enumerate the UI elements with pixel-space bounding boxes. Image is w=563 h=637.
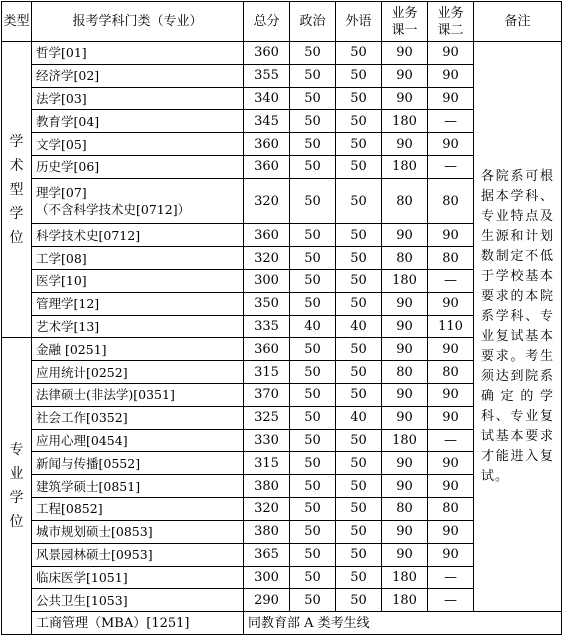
course-1-score: 90 [382,406,428,429]
foreign-language-score: 50 [336,156,382,179]
course-2-score: 90 [428,64,474,87]
course-1-score: 90 [382,543,428,566]
subject-cell: 法律硕士(非法学)[0351] [32,384,244,407]
total-score: 300 [244,269,290,292]
politics-score: 50 [290,338,336,361]
course-2-score: 80 [428,361,474,384]
foreign-language-score: 50 [336,64,382,87]
subject-cell [32,64,244,87]
total-score: 315 [244,361,290,384]
politics-score: 50 [290,520,336,543]
header-row [2,2,562,42]
foreign-language-score: 50 [336,520,382,543]
foreign-language-score: 50 [336,42,382,65]
subject-cell: 公共卫生[1053] [32,589,244,612]
course-2-score: — [428,566,474,589]
politics-score: 50 [290,64,336,87]
politics-score: 50 [290,133,336,156]
subject-cell [32,292,244,315]
foreign-language-score: 50 [336,589,382,612]
course-2-score: — [428,589,474,612]
total-score: 370 [244,384,290,407]
course-2-score: 90 [428,42,474,65]
politics-score: 50 [290,498,336,521]
foreign-language-score: 50 [336,247,382,270]
course-1-score: 90 [382,475,428,498]
subject-name: 历史学[06] [36,159,100,175]
subject-cell [32,247,244,270]
subject-name: 工学[08] [36,250,87,266]
politics-score: 50 [290,178,336,223]
politics-score: 50 [290,361,336,384]
foreign-language-score: 50 [336,384,382,407]
total-score: 350 [244,292,290,315]
politics-score: 50 [290,42,336,65]
course-1-score: 90 [382,42,428,65]
course-2-score: — [428,269,474,292]
group-academic-label: 学术型学位 [9,133,24,246]
total-score: 360 [244,338,290,361]
course-1-score: 80 [382,361,428,384]
course-1-score: 180 [382,429,428,452]
subject-name: 法学[03] [36,91,87,107]
subject-cell: 城市规划硕士[0853] [32,520,244,543]
total-score: 345 [244,110,290,133]
total-score: 365 [244,543,290,566]
group-professional-label: 专业学位 [9,442,24,531]
course-1-score: 80 [382,247,428,270]
foreign-language-score: 50 [336,452,382,475]
course-2-score: 90 [428,87,474,110]
subject-cell: 风景园林硕士[0953] [32,543,244,566]
course-2-score: 90 [428,406,474,429]
subject-name: 哲学[01] [36,45,87,61]
subject-cell [32,224,244,247]
subject-cell [32,87,244,110]
course-2-score: 90 [428,133,474,156]
foreign-language-score: 50 [336,133,382,156]
note-cell [474,42,562,612]
score-table [1,1,562,635]
course-2-score: 90 [428,475,474,498]
politics-score: 50 [290,406,336,429]
politics-score: 50 [290,543,336,566]
course-1-score: 180 [382,110,428,133]
subject-name: 艺术学[13] [36,318,100,334]
course-1-score: 90 [382,452,428,475]
course-2-score: 90 [428,520,474,543]
course-2-score: 90 [428,338,474,361]
subject-cell: 建筑学硕士[0851] [32,475,244,498]
header-politics: 政治 [290,2,336,42]
header-note: 备注 [474,2,562,42]
course-1-score: 80 [382,498,428,521]
foreign-language-score: 50 [336,498,382,521]
total-score: 315 [244,452,290,475]
header-foreign-language: 外语 [336,2,382,42]
subject-name: 理学[07] [36,185,87,201]
total-score: 340 [244,87,290,110]
course-1-score: 180 [382,566,428,589]
politics-score: 50 [290,87,336,110]
foreign-language-score: 50 [336,178,382,223]
subject-cell [32,269,244,292]
academic-row [2,42,562,65]
course-2-score: — [428,429,474,452]
course-1-score: 80 [382,178,428,223]
total-score: 330 [244,429,290,452]
course-1-score: 90 [382,87,428,110]
course-1-score: 90 [382,315,428,338]
mba-row [2,612,562,635]
politics-score: 50 [290,247,336,270]
course-2-score: 80 [428,498,474,521]
foreign-language-score: 50 [336,566,382,589]
course-2-score: 80 [428,247,474,270]
course-2-score: 110 [428,315,474,338]
course-1-score: 90 [382,64,428,87]
politics-score: 50 [290,589,336,612]
header-course-2: 业务课二 [428,2,474,42]
subject-cell: 社会工作[0352] [32,406,244,429]
course-1-score: 180 [382,156,428,179]
total-score: 380 [244,475,290,498]
politics-score: 50 [290,429,336,452]
total-score: 320 [244,498,290,521]
foreign-language-score: 50 [336,269,382,292]
foreign-language-score: 50 [336,292,382,315]
course-2-score: — [428,110,474,133]
note-text: 各院系可根据本学科、专业特点及生源和计划数制定不低于学校基本要求的本院系学科、专业复试基本要求。考生须达到院系确定的学科、专业复试基本要求才能进入复试。 [481,168,554,484]
politics-score: 50 [290,384,336,407]
course-2-score: — [428,156,474,179]
course-1-score: 90 [382,224,428,247]
politics-score: 50 [290,452,336,475]
course-1-score: 90 [382,133,428,156]
mba-note-cell: 同教育部 A 类考生线 [244,612,562,635]
course-1-score: 90 [382,292,428,315]
total-score: 360 [244,156,290,179]
politics-score: 50 [290,269,336,292]
politics-score: 50 [290,110,336,133]
total-score: 360 [244,224,290,247]
total-score: 320 [244,178,290,223]
course-2-score: 90 [428,224,474,247]
foreign-language-score: 50 [336,87,382,110]
course-1-score: 90 [382,520,428,543]
subject-name: 科学技术史[0712] [36,227,141,243]
politics-score: 50 [290,156,336,179]
header-total: 总分 [244,2,290,42]
subject-name: 管理学[12] [36,296,100,312]
subject-cell [32,42,244,65]
group-professional [2,338,32,635]
foreign-language-score: 50 [336,361,382,384]
foreign-language-score: 50 [336,110,382,133]
foreign-language-score: 50 [336,429,382,452]
course-1-score: 90 [382,384,428,407]
course-2-score: 90 [428,543,474,566]
course-2-score: 90 [428,452,474,475]
foreign-language-score: 50 [336,224,382,247]
header-subject: 报考学科门类（专业） [32,2,244,42]
subject-name: 文学[05] [36,136,87,152]
subject-cell: 临床医学[1051] [32,566,244,589]
subject-cell: 金融 [0251] [32,338,244,361]
total-score: 355 [244,64,290,87]
total-score: 335 [244,315,290,338]
politics-score: 40 [290,315,336,338]
foreign-language-score: 40 [336,406,382,429]
politics-score: 50 [290,224,336,247]
subject-cell: 应用统计[0252] [32,361,244,384]
politics-score: 50 [290,566,336,589]
foreign-language-score: 50 [336,338,382,361]
subject-cell: 新闻与传播[0552] [32,452,244,475]
header-course-1: 业务课一 [382,2,428,42]
foreign-language-score: 40 [336,315,382,338]
mba-subject-cell: 工商管理（MBA）[1251] [32,612,244,635]
total-score: 325 [244,406,290,429]
subject-cell [32,156,244,179]
subject-cell: 工程[0852] [32,498,244,521]
subject-name: 教育学[04] [36,113,100,129]
course-1-score: 180 [382,269,428,292]
subject-cell [32,133,244,156]
course-2-score: 90 [428,384,474,407]
header-type: 类型 [2,2,32,42]
subject-name: 经济学[02] [36,68,100,84]
subject-cell [32,110,244,133]
group-academic [2,42,32,338]
politics-score: 50 [290,475,336,498]
politics-score: 50 [290,292,336,315]
course-2-score: 90 [428,292,474,315]
subject-cell [32,178,244,223]
total-score: 300 [244,566,290,589]
foreign-language-score: 50 [336,543,382,566]
course-1-score: 90 [382,338,428,361]
subject-name: 医学[10] [36,273,87,289]
table-body [2,42,562,635]
subject-cell: 应用心理[0454] [32,429,244,452]
total-score: 380 [244,520,290,543]
foreign-language-score: 50 [336,475,382,498]
course-2-score: 80 [428,178,474,223]
subject-cell [32,315,244,338]
course-1-score: 180 [382,589,428,612]
total-score: 320 [244,247,290,270]
total-score: 290 [244,589,290,612]
subject-name-note: （不含科学技术史[0712]） [36,202,191,218]
total-score: 360 [244,42,290,65]
total-score: 360 [244,133,290,156]
